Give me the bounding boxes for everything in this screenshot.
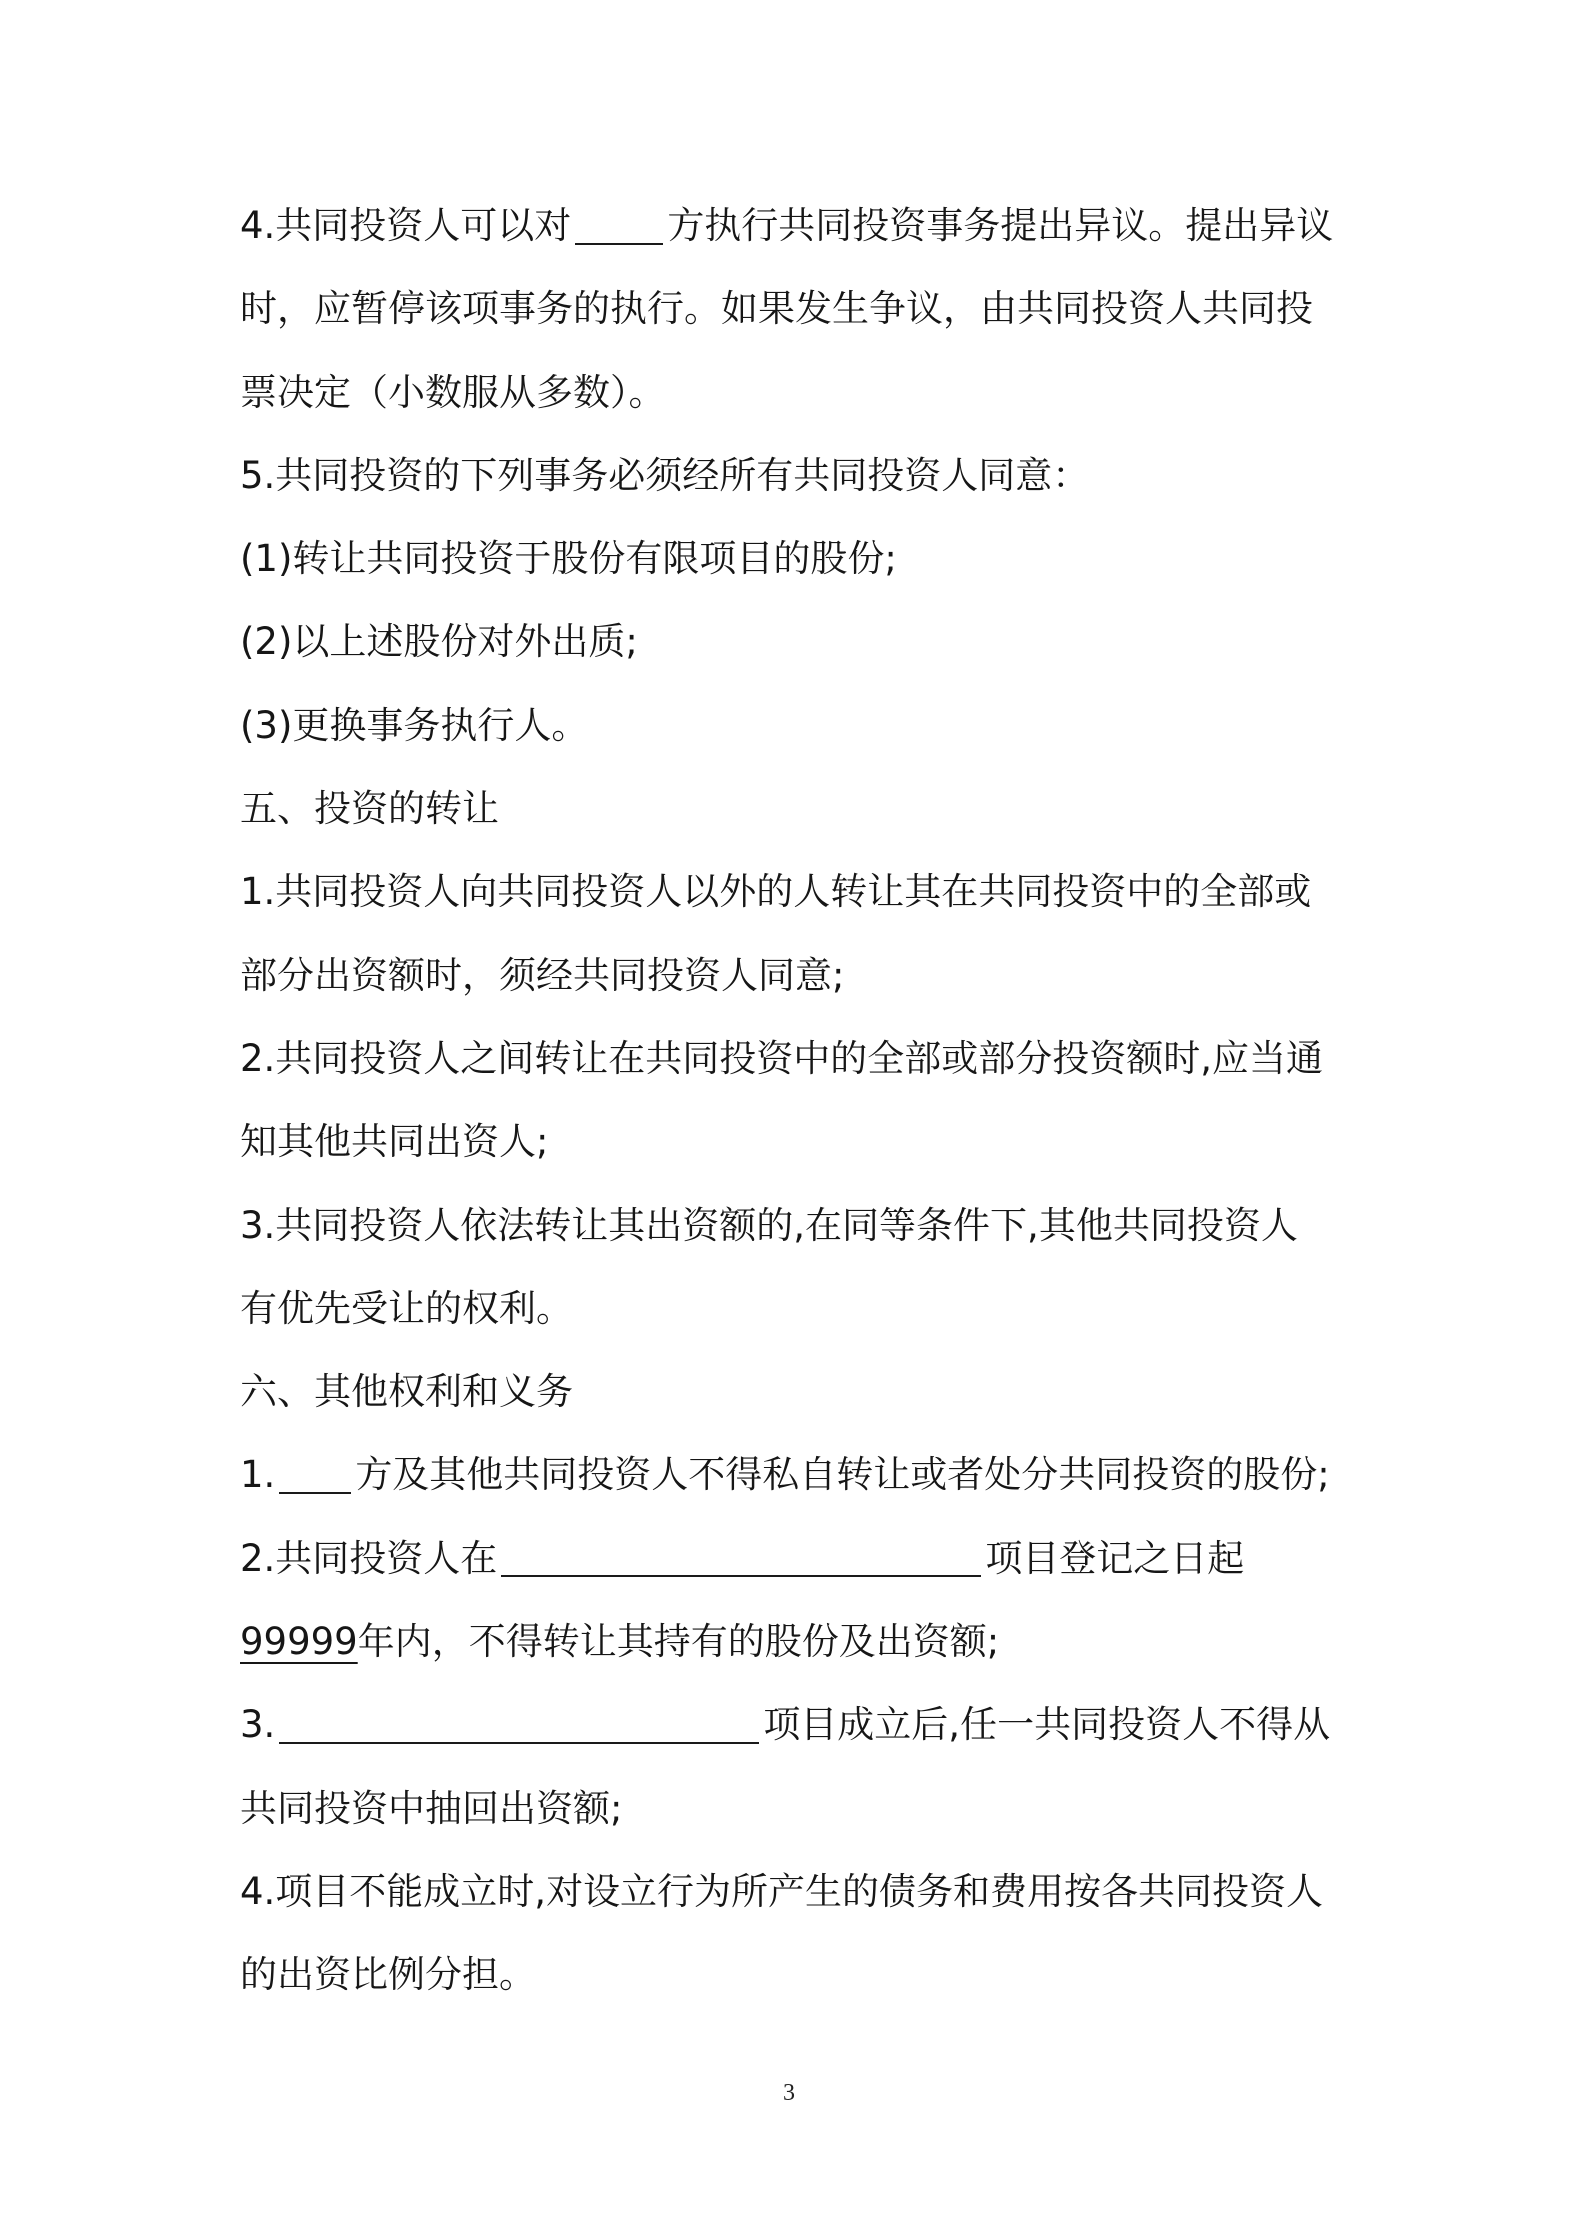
clause-text: 3. [240,1703,276,1747]
clause-text: 1. [240,1453,276,1497]
clause-text: 2.共同投资人在 [240,1536,498,1580]
rights-clause-3-line [240,1683,1350,1766]
clause-text: 的出资比例分担。 [240,1953,536,1997]
clause-text: 项目登记之日起 [985,1536,1245,1580]
list-item [240,517,1350,600]
transfer-clause-2-line [240,1100,1350,1183]
section-heading-text: 六、其他权利和义务 [240,1370,573,1414]
clause-text: 时，应暂停该项事务的执行。如果发生争议，由共同投资人共同投 [240,287,1313,331]
clause-text: 项目成立后,任一共同投资人不得从 [763,1703,1331,1747]
document-body [240,184,1350,2017]
clause-text: 方及其他共同投资人不得私自转让或者处分共同投资的股份; [355,1453,1330,1497]
clause-text: 有优先受让的权利。 [240,1286,573,1330]
clause-text: 2.共同投资人之间转让在共同投资中的全部或部分投资额时,应当通 [240,1036,1324,1080]
clause-text: 4.共同投资人可以对 [240,204,572,247]
rights-clause-2-line [240,1517,1350,1600]
filled-in-value: 99999 [240,1620,358,1664]
fill-in-blank [279,1457,351,1494]
list-item [240,600,1350,683]
fill-in-blank [575,208,663,245]
transfer-clause-1-line [240,850,1350,933]
clause-4-line [240,351,1350,434]
clause-text: 部分出资额时，须经共同投资人同意; [240,953,845,997]
clause-text: 1.共同投资人向共同投资人以外的人转让其在共同投资中的全部或 [240,870,1312,914]
fill-in-blank [279,1707,759,1744]
clause-5-line [240,434,1350,517]
section-heading-text: 五、投资的转让 [240,787,499,831]
section-heading-6 [240,1350,1350,1433]
page-number: 3 [783,2080,795,2106]
section-heading-5 [240,767,1350,850]
clause-text: 4.项目不能成立时,对设立行为所产生的债务和费用按各共同投资人 [240,1869,1324,1913]
clause-text: 5.共同投资的下列事务必须经所有共同投资人同意： [240,453,1090,497]
rights-clause-4-line [240,1850,1350,1933]
clause-text: (2)以上述股份对外出质; [240,620,638,664]
clause-text: 年内，不得转让其持有的股份及出资额; [357,1620,1000,1664]
clause-text: 票决定（小数服从多数）。 [240,370,666,414]
rights-clause-2-line [240,1600,1350,1683]
clause-text: 方执行共同投资事务提出异议。提出异议 [667,204,1334,247]
transfer-clause-2-line [240,1017,1350,1100]
clause-text: 共同投资中抽回出资额; [240,1786,623,1830]
fill-in-blank [501,1540,981,1577]
rights-clause-4-line [240,1933,1350,2016]
rights-clause-1-line [240,1433,1350,1516]
clause-4-line [240,184,1350,267]
rights-clause-3-line [240,1767,1350,1850]
list-item [240,684,1350,767]
transfer-clause-1-line [240,934,1350,1017]
clause-text: (1)转让共同投资于股份有限项目的股份; [240,537,897,581]
clause-4-line [240,267,1350,350]
transfer-clause-3-line [240,1267,1350,1350]
clause-text: 3.共同投资人依法转让其出资额的,在同等条件下,其他共同投资人 [240,1203,1298,1247]
clause-text: 知其他共同出资人; [240,1120,549,1164]
transfer-clause-3-line [240,1184,1350,1267]
clause-text: (3)更换事务执行人。 [240,703,589,747]
